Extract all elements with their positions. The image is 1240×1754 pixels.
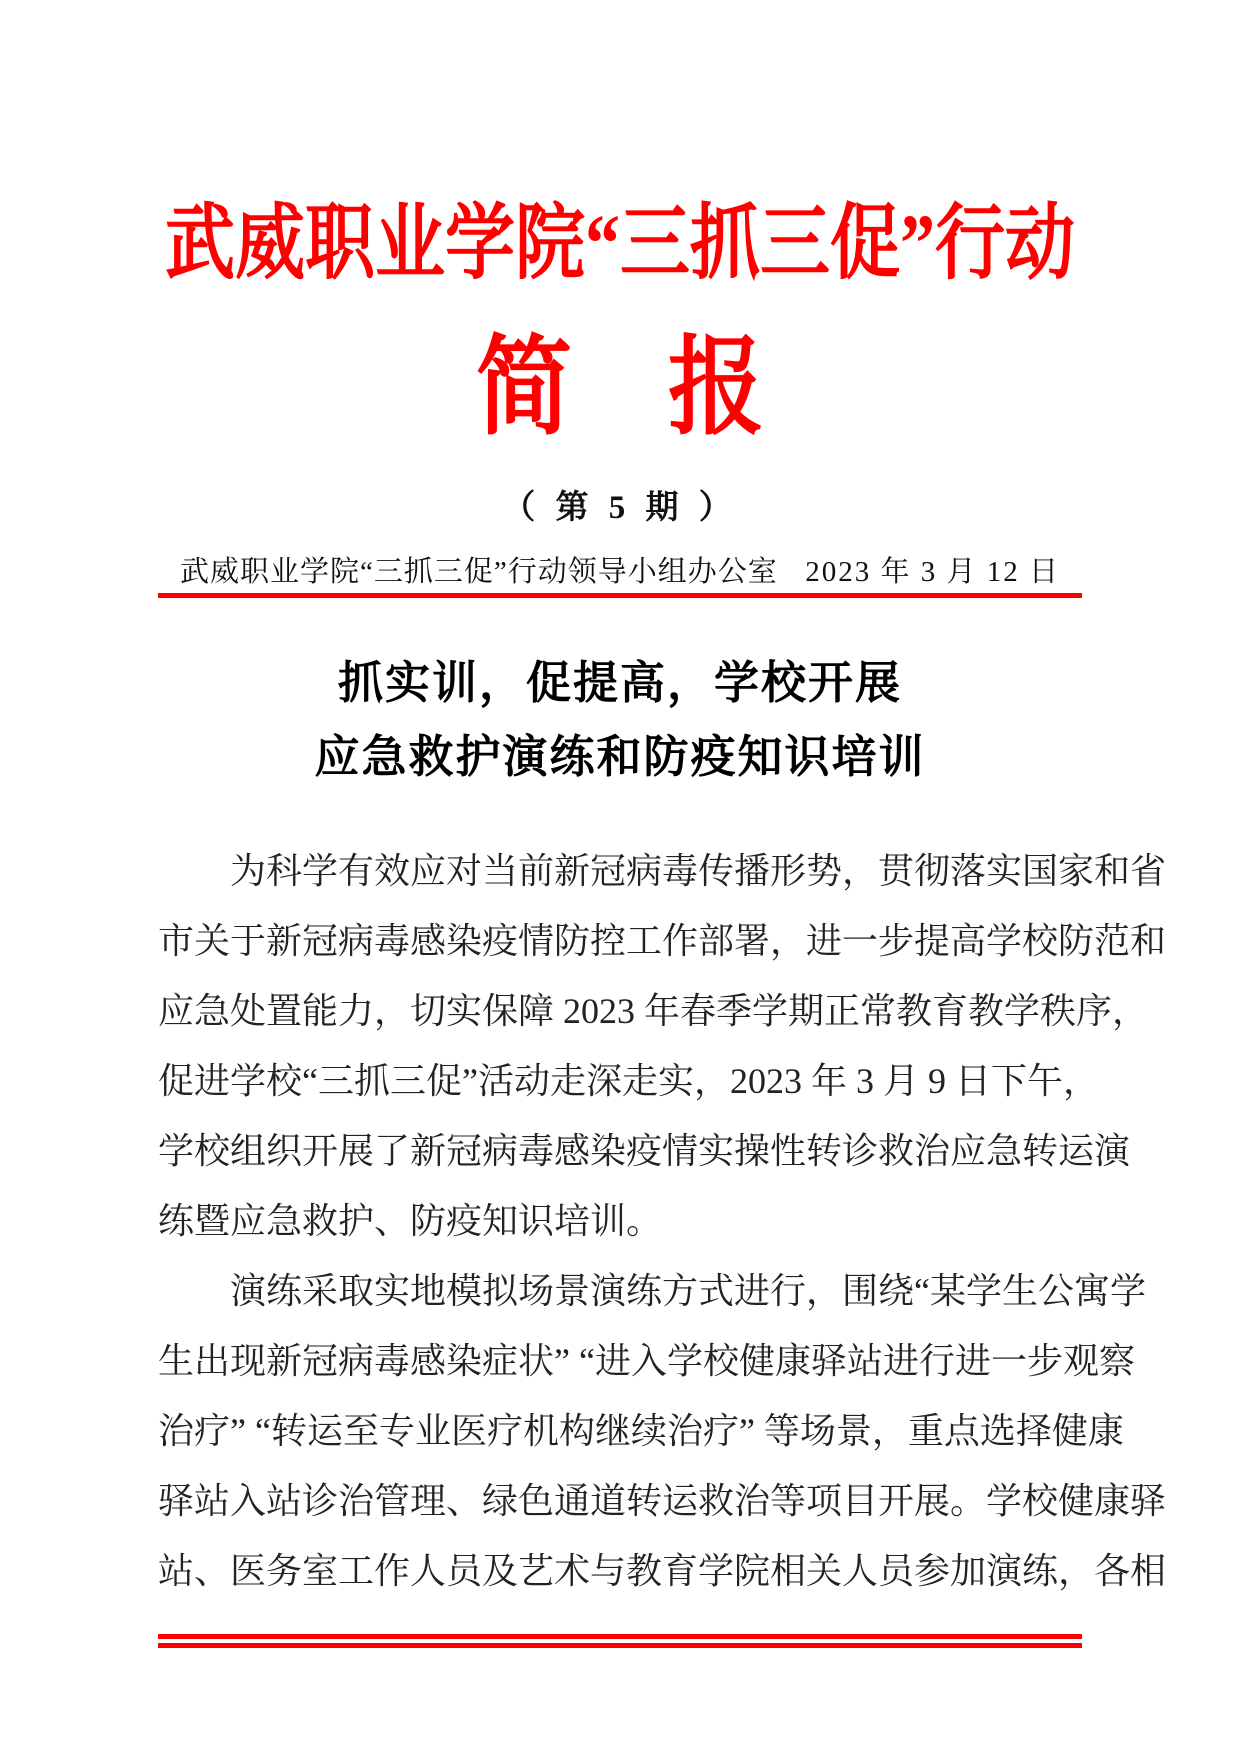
body-line: 市关于新冠病毒感染疫情防控工作部署，进一步提高学校防范和 <box>158 921 1167 961</box>
header-red-rule <box>158 593 1082 598</box>
body-line: 为科学有效应对当前新冠病毒传播形势，贯彻落实国家和省 <box>230 851 1167 891</box>
footer-double-rule <box>158 1634 1082 1648</box>
body-line: 站、医务室工作人员及艺术与教育学院相关人员参加演练，各相 <box>158 1551 1167 1591</box>
issue-number: （ 第 5 期 ） <box>502 490 738 526</box>
issuing-office: 武威职业学院“三抓三促”行动领导小组办公室 <box>180 556 778 588</box>
bulletin-content <box>158 198 1167 1648</box>
article-title-line1: 抓实训，促提高，学校开展 <box>337 658 902 708</box>
article-title-line2: 应急救护演练和防疫知识培训 <box>314 732 926 782</box>
article-body <box>158 836 1167 1606</box>
body-line: 治疗” “转运至专业医疗机构继续治疗” 等场景，重点选择健康 <box>158 1411 1124 1451</box>
issue-date: 2023 年 3 月 12 日 <box>805 556 1060 588</box>
body-line: 驿站入站诊治管理、绿色通道转运救治等项目开展。学校健康驿 <box>158 1481 1167 1521</box>
article-title <box>158 646 1082 794</box>
body-line: 学校组织开展了新冠病毒感染疫情实操性转诊救治应急转运演 <box>158 1131 1131 1171</box>
body-line: 应急处置能力，切实保障 2023 年春季学期正常教育教学秩序， <box>158 991 1149 1031</box>
body-line: 练暨应急救护、防疫知识培训。 <box>158 1201 663 1241</box>
body-line: 演练采取实地模拟场景演练方式进行，围绕“某学生公寓学 <box>230 1271 1146 1311</box>
body-line: 生出现新冠病毒感染症状” “进入学校健康驿站进行进一步观察 <box>158 1341 1135 1381</box>
body-line: 促进学校“三抓三促”活动走深走实，2023 年 3 月 9 日下午， <box>158 1061 1099 1101</box>
footer-rule-bottom <box>158 1643 1082 1648</box>
masthead-title: 武威职业学院“三抓三促”行动 <box>165 198 1075 290</box>
header-meta-row <box>158 554 1082 590</box>
bulletin-title: 简 报 <box>476 327 764 448</box>
